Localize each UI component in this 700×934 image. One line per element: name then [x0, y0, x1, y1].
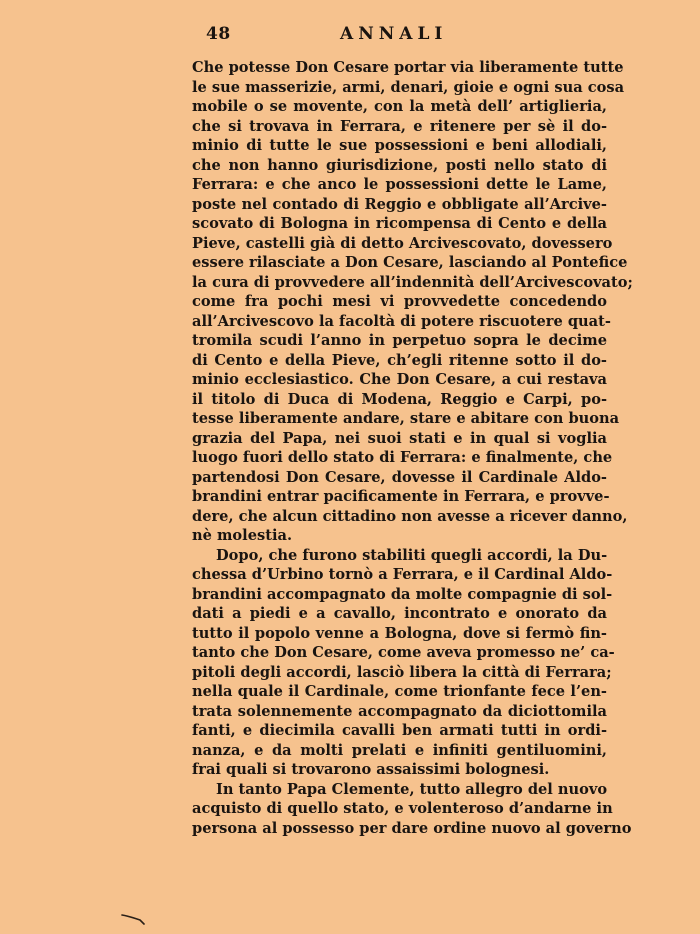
text-line: all’Arcivescovo la facoltà di potere riscuotere quat- — [192, 312, 611, 330]
text-line: nanza, e da molti prelati e infiniti gentiluomini, — [192, 741, 607, 759]
text-line: brandini entrar pacificamente in Ferrara, e provve- — [192, 488, 610, 505]
text-line: brandini accompagnato da molte compagnie di sol- — [192, 585, 613, 603]
text-line: In tanto Papa Clemente, tutto allegro del nuovo — [216, 780, 608, 798]
text-line: partendosi Don Cesare, dovesse il Cardinale Aldo- — [192, 468, 607, 486]
text-line: tutto il popolo venne a Bologna, dove si fermò fin- — [192, 624, 607, 642]
text-line: le sue masserizie, armi, denari, gioie e ogni sua cosa — [192, 78, 625, 96]
text-line: poste nel contado di Reggio e obbligate all’Arcive- — [192, 195, 607, 213]
text-line: Che potesse Don Cesare portar via liberamente tutte — [192, 59, 624, 76]
text-line: tromila scudi l’anno in perpetuo sopra le decime — [192, 332, 607, 349]
page-number: 48 — [206, 24, 231, 44]
text-line: scovato di Bologna in ricompensa di Cento e della — [192, 215, 607, 232]
text-line: che non hanno giurisdizione, posti nello stato di — [192, 156, 607, 174]
text-line: dere, che alcun cittadino non avesse a ricever danno, — [192, 507, 628, 525]
page-header — [190, 22, 610, 50]
text-line: luogo fuori dello stato di Ferrara: e finalmente, che — [192, 449, 613, 466]
text-line: come fra pochi mesi vi provvedette concedendo — [192, 293, 607, 310]
text-line: Pieve, castelli già di detto Arcivescovato, dovessero — [192, 234, 613, 252]
text-line: fanti, e diecimila cavalli ben armati tutti in ordi- — [192, 722, 607, 739]
text-line: minio di tutte le sue possessioni e beni allodiali, — [192, 137, 607, 154]
text-line: persona al possesso per dare ordine nuovo al governo — [192, 819, 632, 837]
running-head: ANNALI — [340, 24, 448, 44]
text-line: mobile o se movente, con la metà dell’ artiglieria, — [192, 98, 607, 115]
text-line: grazia del Papa, nei suoi stati e in qual si voglia — [192, 429, 607, 447]
text-line: trata solennemente accompagnato da diciottomila — [192, 702, 607, 720]
text-line: che si trovava in Ferrara, e ritenere per sè il do- — [192, 117, 607, 135]
text-line: minio ecclesiastico. Che Don Cesare, a cui restava — [192, 371, 607, 388]
text-line: Ferrara: e che anco le possessioni dette le Lame, — [192, 176, 607, 193]
text-line: frai quali si trovarono assaissimi bolognesi. — [192, 761, 550, 778]
text-line: di Cento e della Pieve, ch’egli ritenne sotto il do- — [192, 351, 607, 369]
text-line: dati a piedi e a cavallo, incontrato e onorato da — [192, 605, 607, 622]
text-line: essere rilasciate a Don Cesare, lasciando al Pontefice — [192, 254, 628, 271]
text-line: tesse liberamente andare, stare e abitare con buona — [192, 410, 620, 427]
text-line: chessa d’Urbino tornò a Ferrara, e il Cardinal Aldo- — [192, 566, 613, 583]
text-line: il titolo di Duca di Modena, Reggio e Carpi, po- — [192, 390, 607, 408]
text-line: nella quale il Cardinale, come trionfante fece l’en- — [192, 683, 607, 700]
text-line: pitoli degli accordi, lasciò libera la città di Ferrara; — [192, 663, 612, 681]
ink-mark — [120, 912, 152, 926]
body-text — [192, 58, 633, 838]
text-line: la cura di provvedere all’indennità dell’Arcivescovato; — [192, 273, 633, 291]
text-line: acquisto di quello stato, e volenteroso d’andarne in — [192, 800, 613, 817]
text-line: nè molestia. — [192, 527, 293, 544]
text-line: Dopo, che furono stabiliti quegli accordi, la Du- — [216, 546, 608, 564]
text-line: tanto che Don Cesare, come aveva promesso ne’ ca- — [192, 644, 615, 661]
